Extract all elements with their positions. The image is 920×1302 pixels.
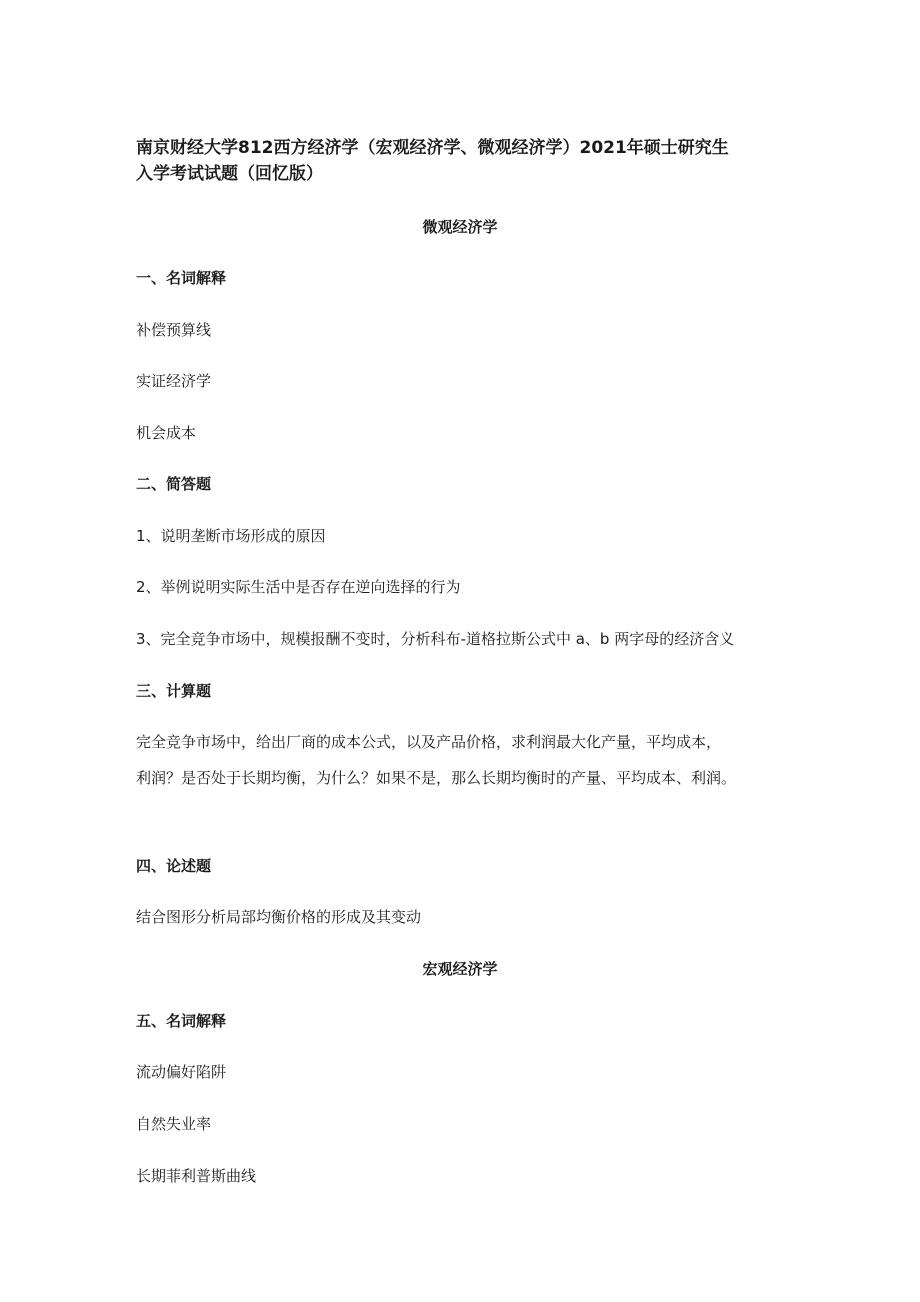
section-3-paragraph-line-1: 完全竞争市场中，给出厂商的成本公式，以及产品价格，求利润最大化产量，平均成本， (136, 733, 722, 751)
section-4-heading: 四、论述题 (136, 857, 212, 875)
micro-heading: 微观经济学 (422, 218, 498, 236)
section-3-paragraph-line-2: 利润？是否处于长期均衡，为什么？如果不是，那么长期均衡时的产量、平均成本、利润。 (136, 769, 737, 787)
section-2-item: 3、完全竞争市场中，规模报酬不变时，分析科布-道格拉斯公式中 a、b 两字母的经济含义 (136, 630, 735, 648)
section-2-item: 2、举例说明实际生活中是否存在逆向选择的行为 (136, 578, 461, 596)
document-title-line-1: 南京财经大学812西方经济学（宏观经济学、微观经济学）2021年硕士研究生 (136, 138, 729, 158)
section-1-item: 实证经济学 (136, 372, 212, 390)
section-3-heading: 三、计算题 (136, 682, 212, 700)
section-2-heading: 二、简答题 (136, 475, 212, 493)
section-1-heading: 一、名词解释 (136, 269, 227, 287)
section-2-item: 1、说明垄断市场形成的原因 (136, 527, 326, 545)
section-4-item: 结合图形分析局部均衡价格的形成及其变动 (136, 908, 422, 926)
section-1-item: 补偿预算线 (136, 321, 212, 339)
section-5-item: 自然失业率 (136, 1115, 212, 1133)
document-title-line-2: 入学考试试题（回忆版） (136, 164, 323, 184)
section-5-item: 长期菲利普斯曲线 (136, 1167, 257, 1185)
section-5-heading: 五、名词解释 (136, 1012, 227, 1030)
section-5-item: 流动偏好陷阱 (136, 1063, 227, 1081)
macro-heading: 宏观经济学 (422, 960, 498, 978)
section-1-item: 机会成本 (136, 424, 197, 442)
